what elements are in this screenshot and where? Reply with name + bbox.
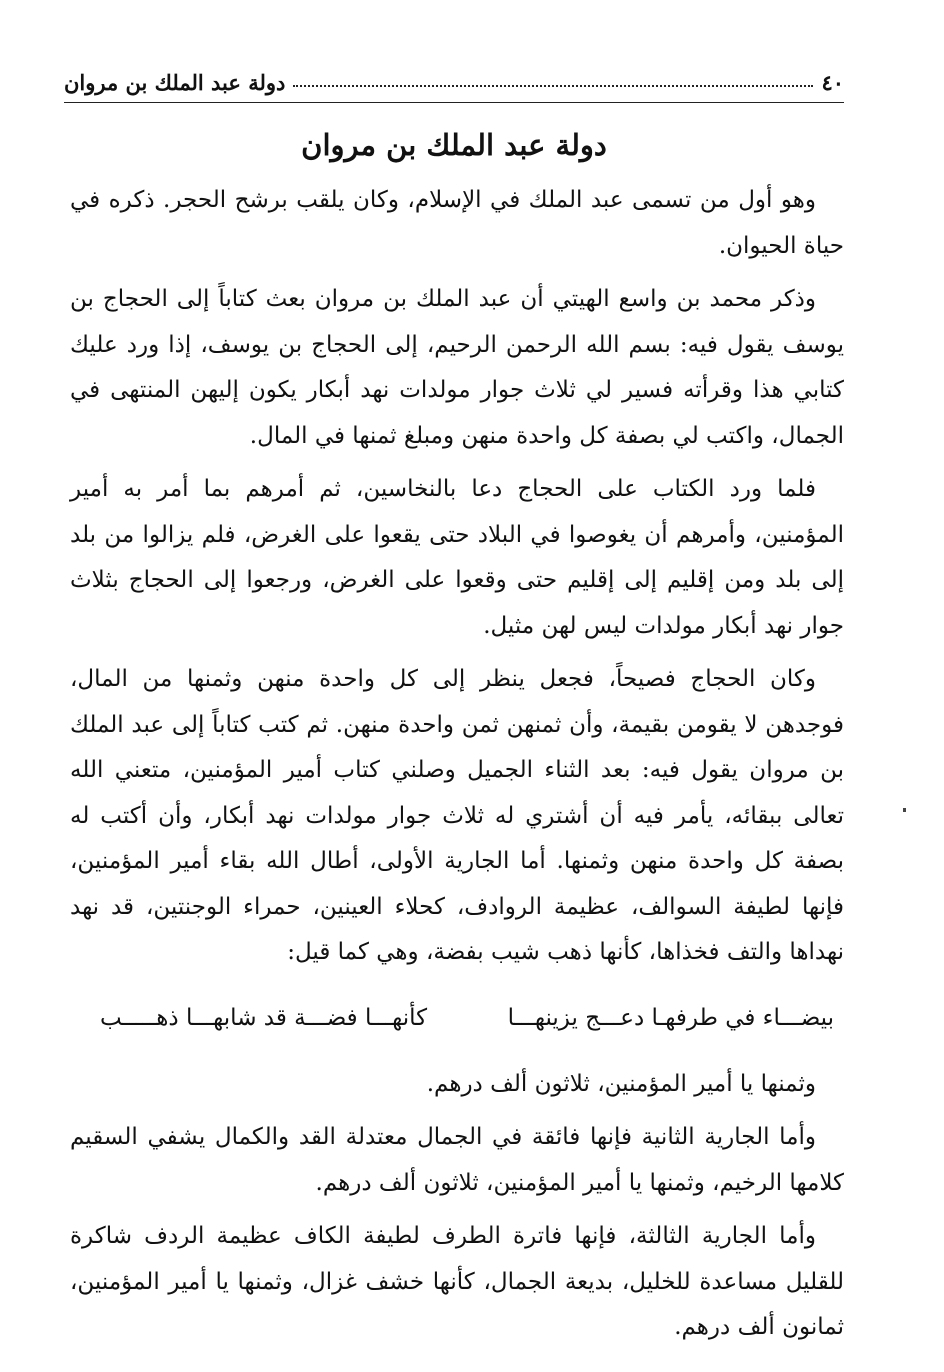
paragraph: فلما ورد الكتاب على الحجاج دعا بالنخاسين، ثم أمرهم بما أمر به أمير المؤمنين، وأمرهم أن يغوصوا في البلاد حتى يقعوا على الغرض، فلم يزالوا من بلد إلى بلد ومن إقليم إلى إقليم حتى وقعوا على الغرض، ورجعوا إلى الحجاج بثلاث جوار نهد أبكار مولدات ليس لهن مثيل.: [70, 476, 844, 639]
verse-first-hemistich: بيضـــاء في طرفهـا دعـــج يزينهـــا: [507, 1004, 834, 1031]
dotted-leader: [293, 71, 813, 87]
paragraph: وكان الحجاج فصيحاً، فجعل ينظر إلى كل واحدة منهن وثمنها من المال، فوجدهن لا يقومن بقيمة، وأن ثمنهن ثمن واحدة منهن. ثم كتب كتاباً إلى عبد الملك بن مروان يقول فيه: بعد الثناء الجميل وصلني كتاب أمير المؤمنين، متعني الله تعالى ببقائه، يأمر فيه أن أشتري له ثلاث جوار مولدات نهد أبكار، وأن أكتب له بصفة كل واحدة منهن وثمنها. أما الجارية الأولى، أطال الله بقاء أمير المؤمنين، فإنها لطيفة السوالف، عظيمة الروادف، كحلاء العينين، حمراء الوجنتين، قد نهد نهداها والتف فخذاها، كأنها ذهب شيب بفضة، وهي كما قيل:: [70, 666, 844, 965]
paragraph: وأما الجارية الثالثة، فإنها فاترة الطرف لطيفة الكاف عظيمة الردف شاكرة للقليل مساعدة للخليل، بديعة الجمال، كأنها خشف غزال، وثمنها يا أمير المؤمنين، ثمانون ألف درهم.: [70, 1223, 844, 1340]
verse-second-hemistich: كأنهـــا فضـــة قد شابهـــا ذهـــــب: [100, 1004, 428, 1031]
running-header: [64, 62, 844, 103]
chapter-title: دولة عبد الملك بن مروان: [301, 128, 607, 162]
running-title: دولة عبد الملك بن مروان: [64, 69, 286, 95]
page-number: ٤٠: [821, 69, 844, 95]
paragraph: وأما الجارية الثانية فإنها فائقة في الجمال معتدلة القد والكمال يشفي السقيم كلامها الرخيم، وثمنها يا أمير المؤمنين، ثلاثون ألف درهم.: [70, 1124, 844, 1196]
paragraph: وثمنها يا أمير المؤمنين، ثلاثون ألف درهم.: [426, 1070, 816, 1097]
body-text: [70, 178, 844, 1359]
paragraph: وذكر محمد بن واسع الهيتي أن عبد الملك بن مروان بعث كتاباً إلى الحجاج بن يوسف يقول فيه: بسم الله الرحمن الرحيم، إلى الحجاج بن يوسف، إذا ورد عليك كتابي هذا وقرأته فسير لي ثلاث جوار مولدات نهد أبكار يكون إليهن المنتهى في الجمال، واكتب لي بصفة كل واحدة منهن ومبلغ ثمنها في المال.: [70, 286, 844, 449]
poetry-verse: [70, 984, 844, 1054]
margin-mark: [903, 808, 906, 812]
paragraph: وهو أول من تسمى عبد الملك في الإسلام، وكان يلقب برشح الحجر. ذكره في حياة الحيوان.: [70, 187, 844, 259]
